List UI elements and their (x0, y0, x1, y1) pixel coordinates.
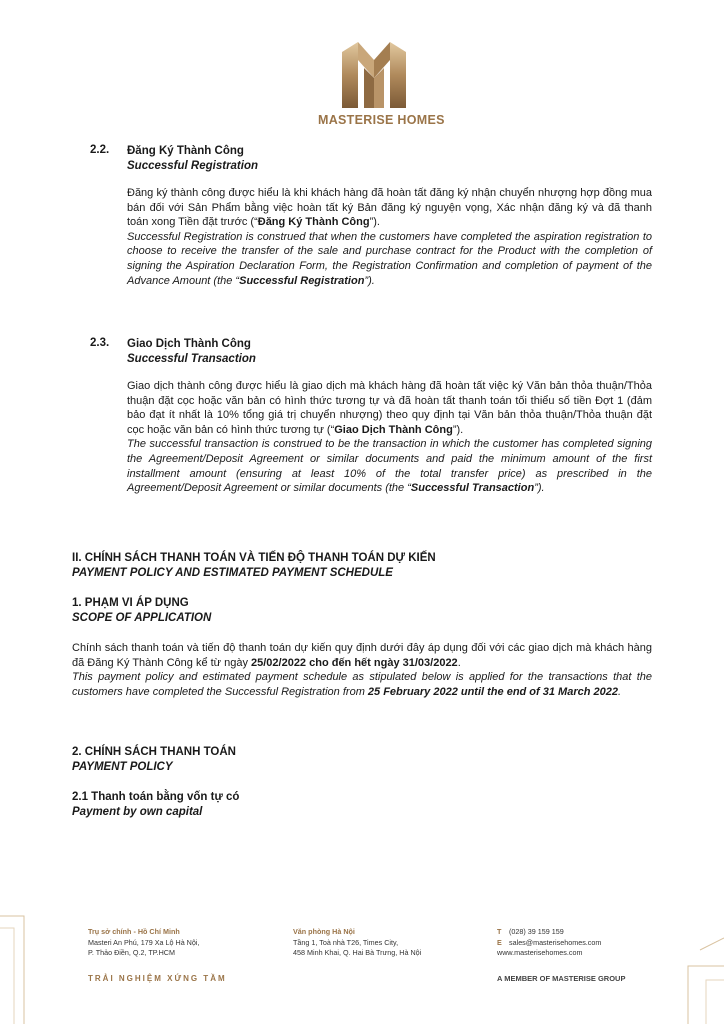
email-label: E (497, 937, 502, 947)
section-title (127, 337, 256, 367)
hcm-office-line: P. Thảo Điền, Q.2, TP.HCM (88, 948, 175, 957)
logo-wordmark: MASTERISE HOMES (318, 113, 445, 127)
phone-label: T (497, 927, 502, 936)
part-heading (72, 551, 436, 581)
section-title-en: Successful Registration (127, 160, 259, 172)
scope-body-en: This payment policy and estimated payment schedule as stipulated below is applied for the transactions that the customers have completed the Successful Registration from 25 February 2022 until the end of 31 March 2022. (72, 671, 652, 698)
logo-mark-icon (338, 38, 410, 108)
hcm-office-title: Trụ sở chính - Hồ Chí Minh (88, 927, 180, 936)
scope-body-vi: Chính sách thanh toán và tiến độ thanh toán dự kiến quy định dưới đây áp dụng đối với các giao dịch mà khách hàng đã Đăng Ký Thành Công kể từ ngày 25/02/2022 cho đến hết ngày 31/03/2022. (72, 642, 652, 669)
section-title-en: Successful Transaction (127, 353, 256, 365)
member-of-group: A MEMBER OF MASTERISE GROUP (497, 974, 626, 983)
body-vi: Đăng ký thành công được hiểu là khi khách hàng đã hoàn tất đăng ký nhận chuyển nhượng hợp đồng mua bán đối với Sản Phẩm bằng việc hoàn tất ký Bản đăng ký nguyện vọng, Xác nhận đăng ký và đã thanh toán xong Tiền đặt trước (“Đăng Ký Thành Công”). (127, 187, 652, 229)
section-title-vi: Đăng Ký Thành Công (127, 145, 244, 157)
section-title (127, 144, 258, 174)
section-number: 2.3. (90, 337, 110, 349)
own-capital-heading-en: Payment by own capital (72, 806, 203, 818)
policy-heading-en: PAYMENT POLICY (72, 761, 173, 773)
page-footer (0, 880, 724, 1024)
scope-body (72, 641, 652, 699)
hcm-office (88, 927, 199, 959)
part-heading-vi: II. CHÍNH SÁCH THANH TOÁN VÀ TIẾN ĐỘ THANH TOÁN DỰ KIẾN (72, 552, 436, 564)
body-en: The successful transaction is construed to be the transaction in which the customer has completed signing the Agreement/Deposit Agreement or similar documents and paid the minimum amount of the first installment amount (ensuring at least 10% of the total transfer price) as prescribed in the Agreement/Deposit Agreement or similar documents (the “Successful Transaction”). (127, 438, 652, 495)
part-heading-en: PAYMENT POLICY AND ESTIMATED PAYMENT SCHEDULE (72, 567, 393, 579)
own-capital-heading-vi: 2.1 Thanh toán bằng vốn tự có (72, 791, 240, 803)
scope-heading (72, 596, 211, 626)
policy-heading (72, 745, 236, 775)
hanoi-office-line: Tầng 1, Toà nhà T26, Times City, (293, 937, 399, 947)
section-title-vi: Giao Dịch Thành Công (127, 338, 251, 350)
footer-tagline: TRẢI NGHIỆM XỨNG TẦM (88, 974, 227, 983)
policy-heading-vi: 2. CHÍNH SÁCH THANH TOÁN (72, 746, 236, 758)
hanoi-office-title: Văn phòng Hà Nội (293, 927, 355, 936)
phone-number[interactable]: (028) 39 159 159 (509, 927, 564, 936)
email-link[interactable]: sales@masterisehomes.com (509, 937, 602, 947)
scope-heading-en: SCOPE OF APPLICATION (72, 612, 212, 624)
scope-heading-vi: 1. PHẠM VI ÁP DỤNG (72, 597, 189, 609)
body-en: Successful Registration is construed that when the customers have completed the aspiration registration to choose to receive the transfer of the sale and purchase contract for the Product with the completion of signing the Aspiration Declaration Form, the Registration Confirmation and completion of payment of the Advance Amount (the “Successful Registration”). (127, 230, 652, 287)
hanoi-office-line: 458 Minh Khai, Q. Hai Bà Trưng, Hà Nội (293, 948, 422, 957)
website-link[interactable]: www.masterisehomes.com (497, 948, 583, 957)
section-body (127, 186, 652, 288)
masterise-homes-logo (318, 38, 445, 127)
contact-info (497, 927, 601, 959)
body-vi: Giao dịch thành công được hiểu là giao dịch mà khách hàng đã hoàn tất việc ký Văn bản thỏa thuận/Thỏa thuận đặt cọc hoặc văn bản có hình thức tương tự và đã hoàn tất thanh toán tối thiểu số tiền Đợt 1 (đảm bảo đạt ít nhất là 10% tổng giá trị chuyển nhượng) theo quy định tại Văn bản thỏa thuận/Thỏa thuận đặt cọc hoặc văn bản có hình thức tương tự (“Giao Dịch Thành Công”). (127, 380, 652, 436)
hanoi-office (293, 927, 421, 959)
own-capital-heading (72, 790, 239, 820)
section-number: 2.2. (90, 144, 110, 156)
section-body (127, 379, 652, 496)
hcm-office-line: Masteri An Phú, 179 Xa Lộ Hà Nội, (88, 937, 200, 947)
